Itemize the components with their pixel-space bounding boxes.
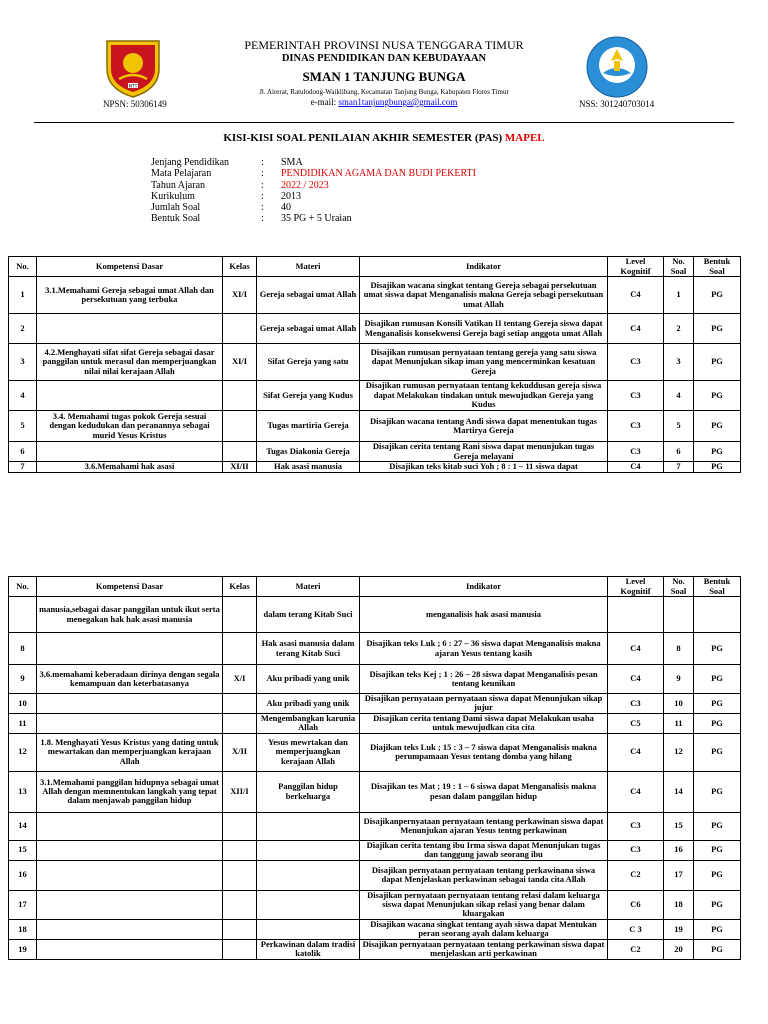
nomor-soal-cell: 15 xyxy=(664,812,694,840)
kompetensi-dasar-cell xyxy=(37,840,223,860)
col-materi-header: Materi xyxy=(257,577,360,597)
indikator-cell: Disajikan rumusan Konsili Vatikan II tentang Gereja siswa dapat Menganalisis konsekwensi Gereja bagi setiap anggota umat Allah xyxy=(360,314,608,344)
table-row xyxy=(9,939,741,959)
document-title: KISI-KISI SOAL PENILAIAN AKHIR SEMESTER (PAS) MAPEL xyxy=(223,132,545,144)
school-name: SMAN 1 TANJUNG BUNGA xyxy=(302,69,466,84)
kompetensi-dasar-cell: 4.2.Menghayati sifat sifat Gereja sebagai dasar panggilan untuk merasul dan memperjuangkan nilai nilai kerajaan Allah xyxy=(37,344,223,381)
kelas-cell xyxy=(223,381,257,411)
kelas-cell xyxy=(223,633,257,665)
col-no-header: No. xyxy=(9,257,37,277)
meta-row xyxy=(151,191,476,202)
table-row xyxy=(9,694,741,714)
col-kompetensi-dasar-header: Kompetensi Dasar xyxy=(37,577,223,597)
tut-wuri-handayani-icon xyxy=(585,35,649,99)
col-bentuk-soal-header: Bentuk Soal xyxy=(694,257,741,277)
bentuk-soal-cell: PG xyxy=(694,381,741,411)
kompetensi-dasar-cell: 1.8. Menghayati Yesus Kristus yang dating untuk mewartakan dan memperjuangkan kerajaan Allah xyxy=(37,733,223,771)
level-kognitif-cell: C3 xyxy=(608,411,664,442)
level-kognitif-cell: C6 xyxy=(608,890,664,919)
row-number-cell: 5 xyxy=(9,411,37,442)
nomor-soal-cell: 20 xyxy=(664,939,694,959)
meta-colon: : xyxy=(261,179,264,191)
col-level-kognitif-header: Level Kognitif xyxy=(608,577,664,597)
kelas-cell xyxy=(223,919,257,939)
bentuk-soal-cell: PG xyxy=(694,665,741,694)
col-kelas-header: Kelas xyxy=(223,257,257,277)
meta-label: Mata Pelajaran xyxy=(151,168,212,180)
materi-cell: dalam terang Kitab Suci xyxy=(257,597,360,633)
kompetensi-dasar-cell xyxy=(37,860,223,890)
meta-value: PENDIDIKAN AGAMA DAN BUDI PEKERTI xyxy=(281,168,476,180)
svg-text:NTT: NTT xyxy=(128,84,138,90)
bentuk-soal-cell xyxy=(694,597,741,633)
kisi-kisi-table-1 xyxy=(8,256,741,473)
bentuk-soal-cell: PG xyxy=(694,633,741,665)
indikator-cell: Diajikan teks Luk ; 15 : 3 – 7 siswa dapat Menganalisis makna perumpamaan Yesus tentang domba yang hilang xyxy=(360,733,608,771)
kelas-cell: X/I xyxy=(223,665,257,694)
materi-cell: Sifat Gereja yang satu xyxy=(257,344,360,381)
bentuk-soal-cell: PG xyxy=(694,344,741,381)
row-number-cell: 18 xyxy=(9,919,37,939)
row-number-cell: 10 xyxy=(9,694,37,714)
bentuk-soal-cell: PG xyxy=(694,939,741,959)
level-kognitif-cell: C5 xyxy=(608,713,664,733)
bentuk-soal-cell: PG xyxy=(694,733,741,771)
indikator-cell: Disajikan pernyataan pernyataan tentang perkawinana siswa dapat Menjelaskan perkawinan sebagai tanda cita Allah xyxy=(360,860,608,890)
provincial-crest-logo xyxy=(101,35,165,99)
level-kognitif-cell: C4 xyxy=(608,462,664,473)
row-number-cell: 17 xyxy=(9,890,37,919)
indikator-cell: Disajikan wacana singkat tentang Gereja sebagai persekutuan umat siswa dapat Menganalisis makna Gereja sebagi persekutuan umat Allah xyxy=(360,277,608,314)
row-number-cell: 16 xyxy=(9,860,37,890)
indikator-cell: Disajikan cerita tentang Dami siswa dapat Melakukan usaha untuk mewujudkan cita cita xyxy=(360,713,608,733)
indikator-cell: Disajikan cerita tentang Rani siswa dapat menunjukan tugas Gereja melayani xyxy=(360,442,608,462)
col-no-header: No. xyxy=(9,577,37,597)
kelas-cell xyxy=(223,411,257,442)
table-row xyxy=(9,277,741,314)
kompetensi-dasar-cell xyxy=(37,919,223,939)
kelas-cell: XII/I xyxy=(223,771,257,812)
table-row xyxy=(9,860,741,890)
meta-colon: : xyxy=(261,202,264,214)
row-number-cell xyxy=(9,597,37,633)
nomor-soal-cell: 19 xyxy=(664,919,694,939)
indikator-cell: Disajikan teks Luk ; 6 : 27 – 36 siswa dapat Menganalisis makna ajaran Yesus tentang kasih xyxy=(360,633,608,665)
indikator-cell: Disajikan tes Mat ; 19 : 1 – 6 siswa dapat Menganalisis makna pesan dalam panggilan hidup xyxy=(360,771,608,812)
bentuk-soal-cell: PG xyxy=(694,277,741,314)
materi-cell: Aku pribadi yang unik xyxy=(257,694,360,714)
materi-cell: Tugas Diakonia Gereja xyxy=(257,442,360,462)
table-row xyxy=(9,665,741,694)
indikator-cell: Disajikan wacana tentang Andi siswa dapat menentukan tugas Martirya Gereja xyxy=(360,411,608,442)
kisi-kisi-table-2 xyxy=(8,576,741,960)
nomor-soal-cell: 17 xyxy=(664,860,694,890)
nomor-soal-cell: 12 xyxy=(664,733,694,771)
indikator-cell: Disajikan pernyataan pernyataan tentang relasi dalam keluarga siswa dapat Menunjukan sikap relasi yang benar dalam kluargakan xyxy=(360,890,608,919)
materi-cell: Tugas martiria Gereja xyxy=(257,411,360,442)
nomor-soal-cell: 3 xyxy=(664,344,694,381)
indikator-cell: Disajikan rumusan pernyataan tentang kekuddusan gereja siswa dapat Melakukan tindakan untuk mewujudkan Gereja yang Kudus xyxy=(360,381,608,411)
indikator-cell: Diajikan cerita tentang ibu Irma siswa dapat Menunjukan tugas dan tanggung jawab seorang ibu xyxy=(360,840,608,860)
table-row xyxy=(9,812,741,840)
kelas-cell xyxy=(223,860,257,890)
table-row xyxy=(9,733,741,771)
meta-label: Tahun Ajaran xyxy=(151,179,206,191)
level-kognitif-cell: C4 xyxy=(608,665,664,694)
col-bentuk-soal-header: Bentuk Soal xyxy=(694,577,741,597)
row-number-cell: 7 xyxy=(9,462,37,473)
kompetensi-dasar-cell xyxy=(37,939,223,959)
meta-value: 40 xyxy=(281,202,291,214)
kompetensi-dasar-cell: 3.1.Memahami Gereja sebagai umat Allah dan persekutuan yang terbuka xyxy=(37,277,223,314)
meta-value: 2022 / 2023 xyxy=(281,179,329,191)
row-number-cell: 2 xyxy=(9,314,37,344)
kompetensi-dasar-cell xyxy=(37,812,223,840)
meta-colon: : xyxy=(261,157,264,168)
school-address: Jl. Airerat, Ratulodong-Waiklibang, Kecamatan Tanjung Bunga, Kabupaten Flores Timur xyxy=(259,88,509,96)
kompetensi-dasar-cell xyxy=(37,314,223,344)
row-number-cell: 8 xyxy=(9,633,37,665)
row-number-cell: 11 xyxy=(9,713,37,733)
nomor-soal-cell xyxy=(664,597,694,633)
nomor-soal-cell: 11 xyxy=(664,713,694,733)
bentuk-soal-cell: PG xyxy=(694,771,741,812)
table-header xyxy=(9,257,741,277)
col-indikator-header: Indikator xyxy=(360,257,608,277)
bentuk-soal-cell: PG xyxy=(694,411,741,442)
school-email: e-mail: sman1tanjungbunga@gmail.com xyxy=(310,97,458,107)
meta-value: SMA xyxy=(281,157,303,168)
table-row xyxy=(9,462,741,473)
materi-cell: Hak asasi manusia dalam terang Kitab Suci xyxy=(257,633,360,665)
materi-cell xyxy=(257,919,360,939)
table-row xyxy=(9,919,741,939)
table-header xyxy=(9,577,741,597)
bentuk-soal-cell: PG xyxy=(694,812,741,840)
table-row xyxy=(9,633,741,665)
table-row xyxy=(9,597,741,633)
materi-cell: Aku pribadi yang unik xyxy=(257,665,360,694)
meta-colon: : xyxy=(261,213,264,225)
table-row xyxy=(9,344,741,381)
kompetensi-dasar-cell xyxy=(37,633,223,665)
indikator-cell: Disajikanpernyataan pernyataan tentang perkawinan siswa dapat Menunjukan ajaran Yesus tentng perkawinan xyxy=(360,812,608,840)
kelas-cell: X/II xyxy=(223,733,257,771)
nomor-soal-cell: 9 xyxy=(664,665,694,694)
kelas-cell: XI/I xyxy=(223,344,257,381)
col-no-soal-header: No. Soal xyxy=(664,577,694,597)
row-number-cell: 15 xyxy=(9,840,37,860)
materi-cell xyxy=(257,860,360,890)
kelas-cell xyxy=(223,597,257,633)
row-number-cell: 1 xyxy=(9,277,37,314)
kelas-cell xyxy=(223,840,257,860)
kelas-cell xyxy=(223,812,257,840)
kelas-cell xyxy=(223,442,257,462)
kelas-cell: XI/I xyxy=(223,277,257,314)
row-number-cell: 14 xyxy=(9,812,37,840)
materi-cell: Panggilan hidup berkeluarga xyxy=(257,771,360,812)
materi-cell: Gereja sebagai umat Allah xyxy=(257,277,360,314)
materi-cell: Perkawinan dalam tradisi katolik xyxy=(257,939,360,959)
indikator-cell: Disajikan rumusan pernyataan tentang gereja yang satu siswa dapat Menunjukan sikap iman yang mencerminkan kesatuan Gereja xyxy=(360,344,608,381)
materi-cell: Sifat Gereja yang Kudus xyxy=(257,381,360,411)
kelas-cell xyxy=(223,694,257,714)
materi-cell: Mengembangkan karunia Allah xyxy=(257,713,360,733)
materi-cell xyxy=(257,840,360,860)
meta-row xyxy=(151,202,476,213)
col-no-soal-header: No. Soal xyxy=(664,257,694,277)
table-row xyxy=(9,713,741,733)
bentuk-soal-cell: PG xyxy=(694,442,741,462)
level-kognitif-cell: C4 xyxy=(608,277,664,314)
table-row xyxy=(9,411,741,442)
level-kognitif-cell: C3 xyxy=(608,840,664,860)
row-number-cell: 19 xyxy=(9,939,37,959)
kompetensi-dasar-cell xyxy=(37,713,223,733)
meta-colon: : xyxy=(261,190,264,202)
nomor-soal-cell: 7 xyxy=(664,462,694,473)
col-materi-header: Materi xyxy=(257,257,360,277)
bentuk-soal-cell: PG xyxy=(694,694,741,714)
meta-colon: : xyxy=(261,168,264,180)
kompetensi-dasar-cell xyxy=(37,890,223,919)
kelas-cell xyxy=(223,713,257,733)
materi-cell xyxy=(257,890,360,919)
row-number-cell: 12 xyxy=(9,733,37,771)
level-kognitif-cell: C3 xyxy=(608,381,664,411)
bentuk-soal-cell: PG xyxy=(694,314,741,344)
level-kognitif-cell: C4 xyxy=(608,633,664,665)
kompetensi-dasar-cell: 3.4. Memahami tugas pokok Gereja sesuai dengan kedudukan dan peranannya sebagai murid Yesus Kristus xyxy=(37,411,223,442)
level-kognitif-cell: C4 xyxy=(608,314,664,344)
col-indikator-header: Indikator xyxy=(360,577,608,597)
table-row xyxy=(9,381,741,411)
indikator-cell: Disajikan wacana singkat tentang ayah siswa dapat Mentukan peran seorang ayah dalam keluarga xyxy=(360,919,608,939)
level-kognitif-cell: C2 xyxy=(608,939,664,959)
row-number-cell: 4 xyxy=(9,381,37,411)
table-row xyxy=(9,771,741,812)
meta-row xyxy=(151,157,476,168)
meta-row xyxy=(151,180,476,191)
bentuk-soal-cell: PG xyxy=(694,840,741,860)
meta-value: 35 PG + 5 Uraian xyxy=(281,213,352,225)
kelas-cell: XI/II xyxy=(223,462,257,473)
level-kognitif-cell: C3 xyxy=(608,442,664,462)
indikator-cell: menganalisis hak asasi manusia xyxy=(360,597,608,633)
nomor-soal-cell: 4 xyxy=(664,381,694,411)
bentuk-soal-cell: PG xyxy=(694,462,741,473)
npsn-text: NPSN: 50306149 xyxy=(103,99,167,109)
row-number-cell: 13 xyxy=(9,771,37,812)
table-row xyxy=(9,442,741,462)
meta-label: Jumlah Soal xyxy=(151,202,201,214)
header-divider xyxy=(34,122,734,123)
indikator-cell: Disajikan pernyataan pernyataan siswa dapat Menunjukan sikap jujur xyxy=(360,694,608,714)
meta-label: Bentuk Soal xyxy=(151,213,201,225)
bentuk-soal-cell: PG xyxy=(694,919,741,939)
bentuk-soal-cell: PG xyxy=(694,890,741,919)
nomor-soal-cell: 8 xyxy=(664,633,694,665)
nomor-soal-cell: 5 xyxy=(664,411,694,442)
table-row xyxy=(9,314,741,344)
nomor-soal-cell: 16 xyxy=(664,840,694,860)
level-kognitif-cell xyxy=(608,597,664,633)
meta-value: 2013 xyxy=(281,190,301,202)
meta-label: Kurikulum xyxy=(151,190,195,202)
nomor-soal-cell: 2 xyxy=(664,314,694,344)
email-link[interactable]: sman1tanjungbunga@gmail.com xyxy=(338,97,458,107)
header-department: DINAS PENDIDIKAN DAN KEBUDAYAAN xyxy=(281,53,487,64)
table-row xyxy=(9,890,741,919)
col-kelas-header: Kelas xyxy=(223,577,257,597)
level-kognitif-cell: C 3 xyxy=(608,919,664,939)
meta-row xyxy=(151,213,476,224)
kompetensi-dasar-cell: manusia,sebagai dasar panggilan untuk ikut serta menegakan hak hak asasi manusia xyxy=(37,597,223,633)
meta-row xyxy=(151,168,476,179)
indikator-cell: Disajikan teks kitab suci Yoh ; 8 : 1 – 11 siswa dapat xyxy=(360,462,608,473)
kelas-cell xyxy=(223,314,257,344)
kompetensi-dasar-cell: 3.1.Memahami panggilan hidupnya sebagai umat Allah dengan memnentukan langkah yang tepat dalam menjawab panggilan hidup xyxy=(37,771,223,812)
row-number-cell: 3 xyxy=(9,344,37,381)
level-kognitif-cell: C4 xyxy=(608,733,664,771)
nomor-soal-cell: 10 xyxy=(664,694,694,714)
materi-cell xyxy=(257,812,360,840)
level-kognitif-cell: C3 xyxy=(608,344,664,381)
col-kompetensi-dasar-header: Kompetensi Dasar xyxy=(37,257,223,277)
materi-cell: Hak asasi manusia xyxy=(257,462,360,473)
nomor-soal-cell: 18 xyxy=(664,890,694,919)
table-row xyxy=(9,840,741,860)
kompetensi-dasar-cell xyxy=(37,694,223,714)
level-kognitif-cell: C4 xyxy=(608,771,664,812)
header-government: PEMERINTAH PROVINSI NUSA TENGGARA TIMUR xyxy=(244,38,524,52)
kompetensi-dasar-cell: 3,6.memahami keberadaan dirinya dengan segala kemampuan dan keterbatasanya xyxy=(37,665,223,694)
meta-info xyxy=(151,157,476,225)
nss-text: NSS: 301240703014 xyxy=(579,99,655,109)
nomor-soal-cell: 1 xyxy=(664,277,694,314)
kompetensi-dasar-cell xyxy=(37,381,223,411)
row-number-cell: 6 xyxy=(9,442,37,462)
bentuk-soal-cell: PG xyxy=(694,713,741,733)
indikator-cell: Disajikan teks Kej ; 1 : 26 – 28 siswa dapat Menganalisis pesan tentang keunikan xyxy=(360,665,608,694)
kompetensi-dasar-cell xyxy=(37,442,223,462)
kelas-cell xyxy=(223,939,257,959)
kompetensi-dasar-cell: 3.6.Memahami hak asasi xyxy=(37,462,223,473)
level-kognitif-cell: C2 xyxy=(608,860,664,890)
materi-cell: Yesus mewrtakan dan memperjuangkan kerajaan Allah xyxy=(257,733,360,771)
level-kognitif-cell: C3 xyxy=(608,694,664,714)
nomor-soal-cell: 6 xyxy=(664,442,694,462)
kelas-cell xyxy=(223,890,257,919)
bentuk-soal-cell: PG xyxy=(694,860,741,890)
materi-cell: Gereja sebagai umat Allah xyxy=(257,314,360,344)
row-number-cell: 9 xyxy=(9,665,37,694)
col-level-kognitif-header: Level Kognitif xyxy=(608,257,664,277)
indikator-cell: Disajikan pernyataan pernyataan tentang perkawinan siswa dapat menjelaskan arti perkawinan xyxy=(360,939,608,959)
level-kognitif-cell: C3 xyxy=(608,812,664,840)
meta-label: Jenjang Pendidikan xyxy=(151,157,230,168)
nomor-soal-cell: 14 xyxy=(664,771,694,812)
tut-wuri-handayani-logo xyxy=(585,35,649,99)
provincial-crest-icon xyxy=(101,35,165,99)
